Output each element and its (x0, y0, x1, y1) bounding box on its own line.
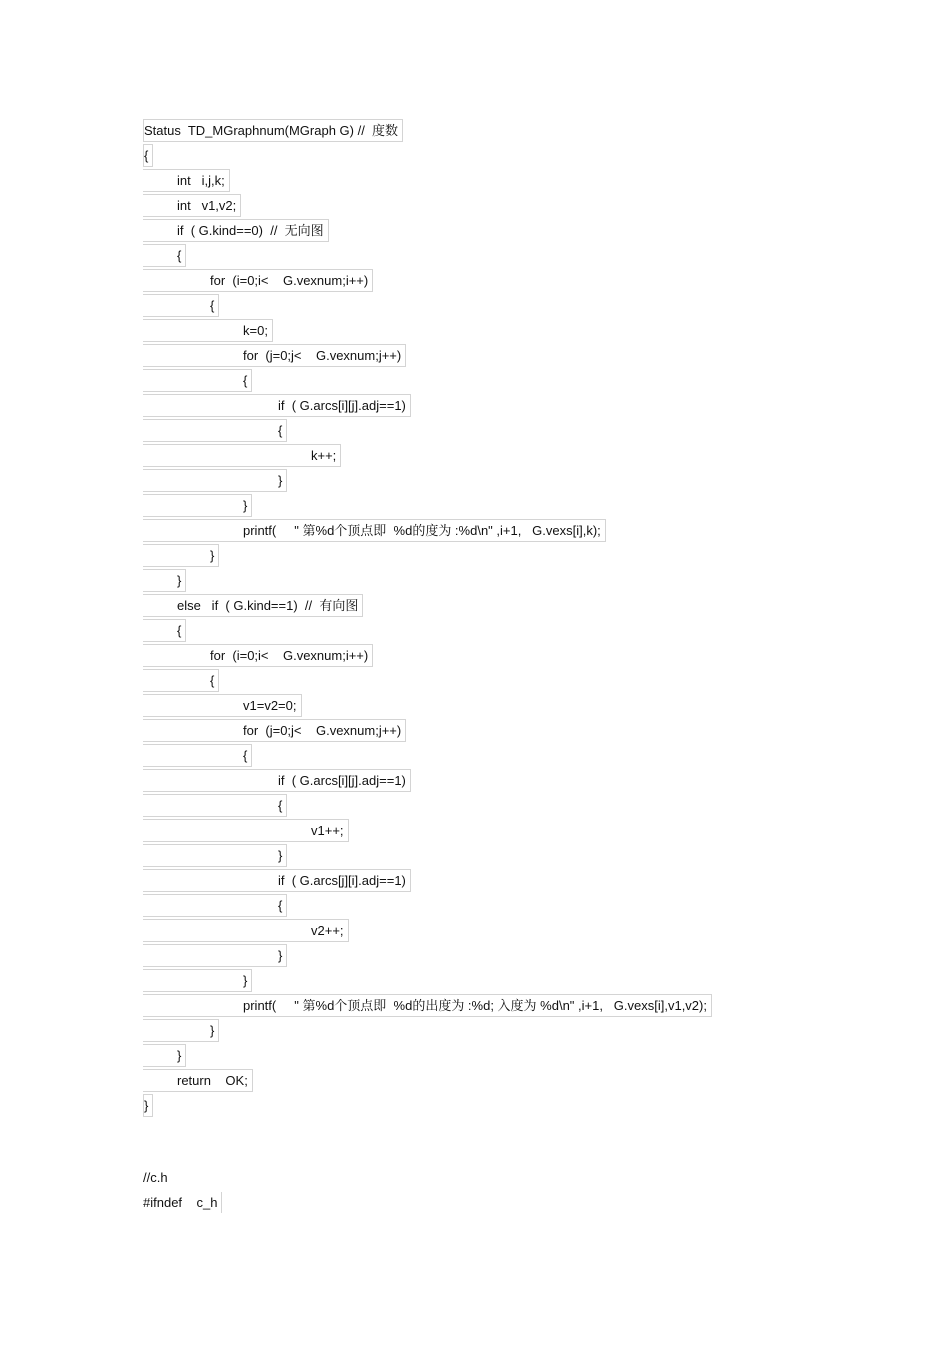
code-line-cell (143, 994, 712, 1017)
code-line-text: if ( G.arcs[j][i].adj==1) (278, 873, 406, 888)
code-line-cell (143, 1019, 219, 1042)
code-line (143, 292, 712, 317)
code-line-cell (143, 1069, 253, 1092)
code-line-text: if ( G.arcs[i][j].adj==1) (278, 773, 406, 788)
code-line-cell (143, 919, 349, 942)
code-line-text: { (243, 748, 248, 763)
code-line-cell (143, 369, 252, 392)
code-line-text: v2++; (311, 923, 344, 938)
code-line-text: int v1,v2; (177, 198, 237, 213)
code-line-cell (143, 469, 287, 492)
code-line (143, 517, 712, 542)
code-line-text: } (243, 973, 248, 988)
code-line (143, 1042, 712, 1067)
code-line-cell (143, 869, 411, 892)
code-line-text: for (i=0;i< G.vexnum;i++) (210, 648, 369, 663)
code-line-text: #ifndef c_h (143, 1195, 218, 1210)
code-line (143, 192, 712, 217)
code-line (143, 317, 712, 342)
code-line-text: k++; (311, 448, 337, 463)
code-line (143, 117, 712, 142)
code-line (143, 1017, 712, 1042)
code-line (143, 442, 712, 467)
code-block (143, 117, 712, 1117)
code-line-text: } (210, 1023, 215, 1038)
code-line-text: return OK; (177, 1073, 248, 1088)
code-line (143, 917, 712, 942)
code-line-text: { (278, 423, 283, 438)
code-line-cell (143, 544, 219, 567)
code-line-text: printf( " 第%d个顶点即 %d的出度为 :%d; 入度为 %d\n" ,i+1, G.vexs[i],v1,v2); (243, 998, 707, 1013)
code-line (143, 217, 712, 242)
code-line-text: if ( G.arcs[i][j].adj==1) (278, 398, 406, 413)
code-line (143, 592, 712, 617)
code-line (143, 267, 712, 292)
code-line (143, 817, 712, 842)
code-line-cell (143, 194, 241, 217)
code-line (143, 492, 712, 517)
code-line (143, 842, 712, 867)
code-line-text: { (278, 898, 283, 913)
code-line (143, 1092, 712, 1117)
code-line-text: printf( " 第%d个顶点即 %d的度为 :%d\n" ,i+1, G.vexs[i],k); (243, 523, 601, 538)
file-comment-line (143, 1165, 222, 1190)
code-line-text: k=0; (243, 323, 268, 338)
code-line-text: } (278, 848, 283, 863)
code-line (143, 792, 712, 817)
code-line (143, 992, 712, 1017)
ifndef-line (143, 1190, 222, 1215)
code-line (143, 967, 712, 992)
code-line (143, 392, 712, 417)
code-line-cell (143, 444, 341, 467)
code-line-cell (143, 694, 302, 717)
header-guard-block (143, 1165, 222, 1215)
code-line-text: } (177, 1048, 182, 1063)
code-line-cell (143, 794, 287, 817)
code-line-cell (143, 319, 273, 342)
code-line (143, 742, 712, 767)
code-line (143, 242, 712, 267)
code-line-text: for (j=0;j< G.vexnum;j++) (243, 723, 402, 738)
code-line (143, 417, 712, 442)
code-line-cell (143, 494, 252, 517)
code-line-text: { (210, 673, 215, 688)
code-line (143, 717, 712, 742)
code-line-cell (143, 394, 411, 417)
code-line-text: { (177, 248, 182, 263)
code-line-text: Status TD_MGraphnum(MGraph G) // 度数 (144, 123, 399, 138)
code-line (143, 467, 712, 492)
code-line-text: } (144, 1098, 149, 1113)
code-line-cell (143, 344, 406, 367)
code-line-text: //c.h (143, 1170, 168, 1185)
code-line-text: if ( G.kind==0) // 无向图 (177, 223, 324, 238)
code-line-cell (143, 269, 373, 292)
code-line-text: { (278, 798, 283, 813)
code-line (143, 692, 712, 717)
code-line (143, 617, 712, 642)
code-line (143, 942, 712, 967)
code-line-text: } (278, 948, 283, 963)
code-line (143, 367, 712, 392)
code-line (143, 867, 712, 892)
code-line (143, 892, 712, 917)
code-line (143, 567, 712, 592)
code-line-cell (143, 944, 287, 967)
code-line-cell (143, 294, 219, 317)
code-line-text: v1=v2=0; (243, 698, 297, 713)
code-line (143, 167, 712, 192)
code-line-text: } (210, 548, 215, 563)
code-line-cell (143, 669, 219, 692)
code-line-cell (143, 244, 186, 267)
code-line-cell (143, 719, 406, 742)
code-line-cell (143, 569, 186, 592)
code-line-cell (143, 1192, 222, 1213)
code-line (143, 642, 712, 667)
code-line (143, 1067, 712, 1092)
code-line-cell (143, 744, 252, 767)
code-line-cell (143, 894, 287, 917)
code-line-text: { (144, 148, 149, 163)
code-line-cell (143, 594, 363, 617)
code-line (143, 667, 712, 692)
code-line (143, 342, 712, 367)
code-line-text: v1++; (311, 823, 344, 838)
code-line-cell (143, 769, 411, 792)
code-line-cell (143, 144, 153, 167)
code-line-text: for (j=0;j< G.vexnum;j++) (243, 348, 402, 363)
code-line-text: } (177, 573, 182, 588)
code-line-text: for (i=0;i< G.vexnum;i++) (210, 273, 369, 288)
code-line (143, 767, 712, 792)
code-line (143, 542, 712, 567)
code-line-text: { (177, 623, 182, 638)
code-line-text: { (243, 373, 248, 388)
code-line-text: int i,j,k; (177, 173, 225, 188)
code-line-text: else if ( G.kind==1) // 有向图 (177, 598, 359, 613)
code-line-cell (143, 119, 403, 142)
code-line-cell (143, 844, 287, 867)
code-line-cell (143, 219, 329, 242)
code-line-text: } (243, 498, 248, 513)
code-line-cell (143, 1094, 153, 1117)
code-line-cell (143, 969, 252, 992)
code-line-text: { (210, 298, 215, 313)
code-line-cell (143, 1167, 172, 1188)
code-line-cell (143, 519, 606, 542)
code-line-cell (143, 169, 230, 192)
code-line-cell (143, 619, 186, 642)
code-line (143, 142, 712, 167)
code-line-cell (143, 419, 287, 442)
code-line-text: } (278, 473, 283, 488)
code-line-cell (143, 819, 349, 842)
code-line-cell (143, 1044, 186, 1067)
code-line-cell (143, 644, 373, 667)
